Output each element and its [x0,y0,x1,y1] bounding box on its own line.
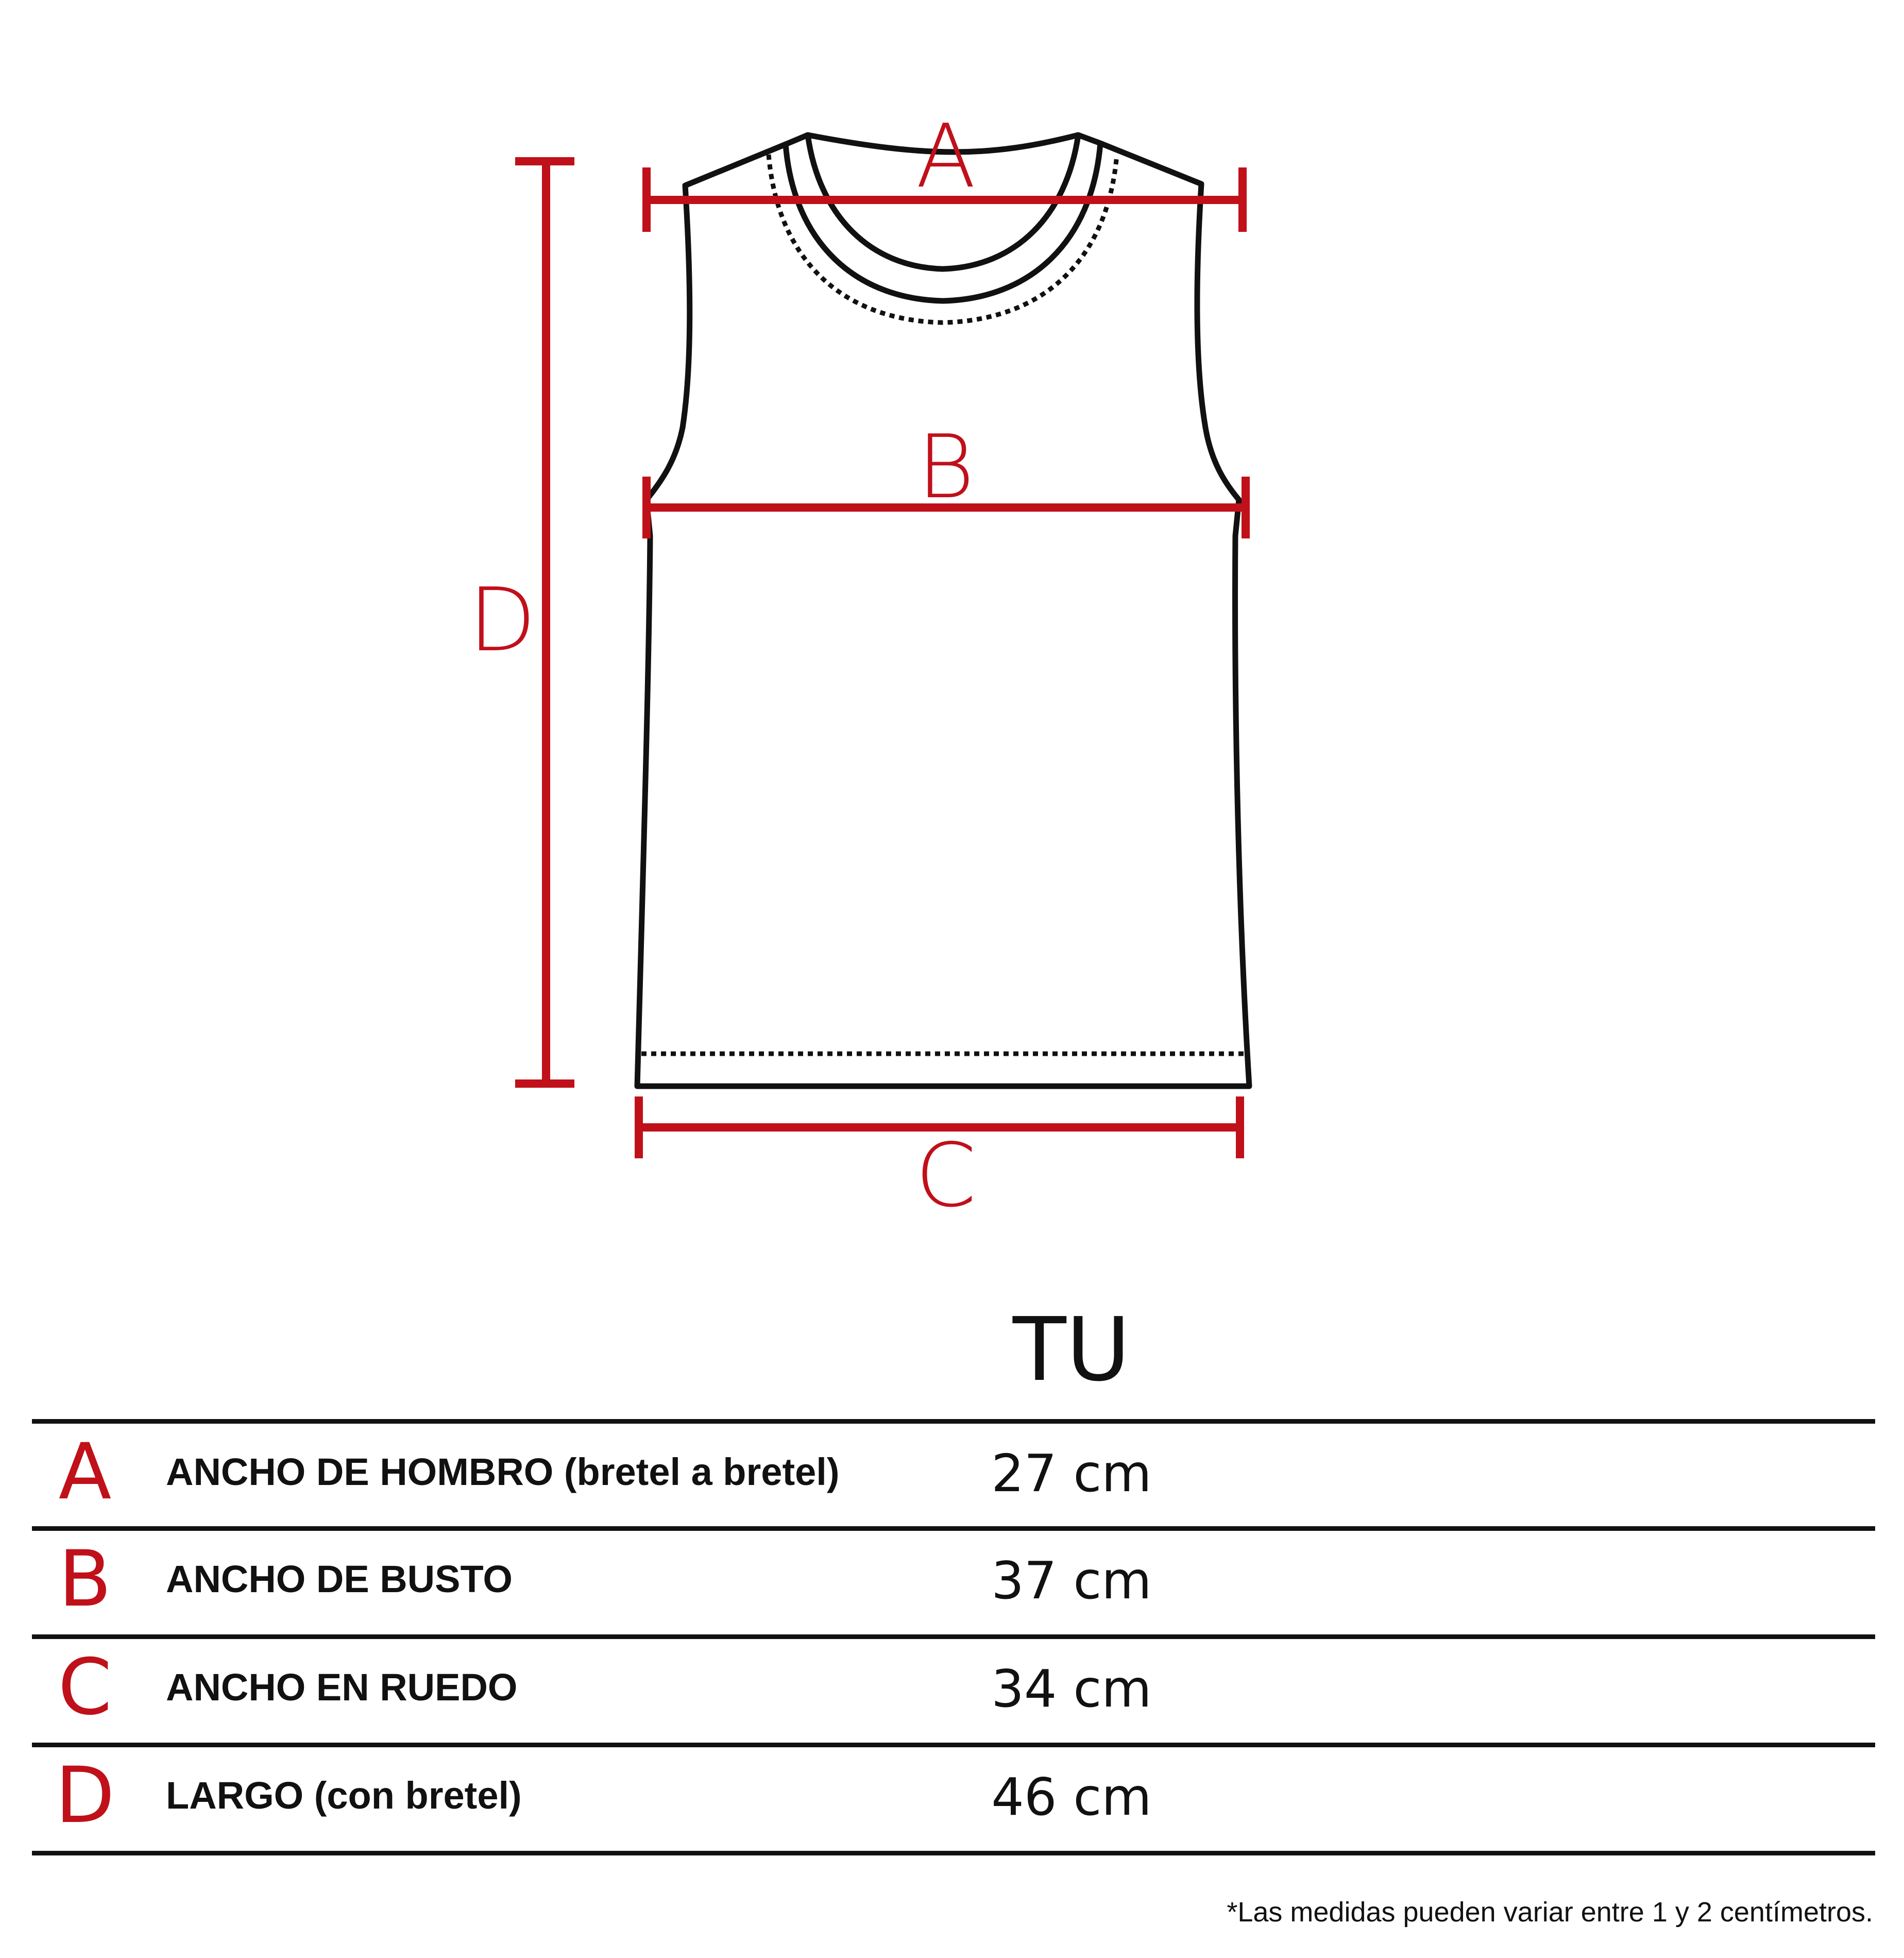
size-column-header: TU [1012,1299,1131,1401]
row-label: ANCHO EN RUEDO [166,1666,518,1709]
row-label: LARGO (con bretel) [166,1774,522,1817]
footnote: *Las medidas pueden variar entre 1 y 2 centímetros. [1227,1897,1873,1928]
table-row [0,1747,1904,1850]
label-a: A [915,106,976,208]
row-value: 27 cm [991,1443,1152,1504]
row-letter: C [58,1643,112,1732]
label-c: C [915,1125,977,1227]
table-row [0,1423,1904,1526]
table-rule [32,1851,1875,1855]
garment-outline [637,135,1249,1086]
row-letter: A [58,1427,112,1517]
row-label: ANCHO DE HOMBRO (bretel a bretel) [166,1450,840,1493]
row-letter: B [58,1534,112,1624]
label-b: B [917,416,975,518]
row-value: 37 cm [991,1550,1152,1611]
row-value: 34 cm [991,1659,1152,1719]
label-d: D [468,569,536,671]
row-value: 46 cm [991,1767,1152,1827]
row-label: ANCHO DE BUSTO [166,1558,513,1600]
table-row [0,1639,1904,1742]
row-letter: D [55,1751,115,1841]
table-row [0,1530,1904,1633]
